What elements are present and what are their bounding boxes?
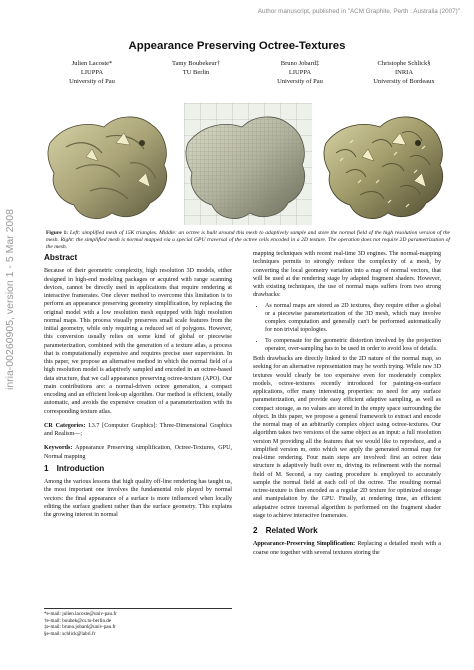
right-column bbox=[253, 250, 441, 557]
footnote: †e-mail: boubek@cs.tu-berlin.de bbox=[44, 617, 112, 624]
keywords bbox=[44, 444, 232, 461]
list-item: • To compensate for the geometric distortion involved by the projection operator, over-sampling has to be used in order to avoid loss of details. bbox=[265, 337, 441, 354]
figure-panel-normal-mapped bbox=[322, 103, 450, 225]
author-affiliation: University of Pau bbox=[277, 78, 323, 85]
list-item: • As normal maps are stored as 2D textures, they require either a global or a piecewise parameterization of the 3D mesh, which may involve complex computation and generally can't be performed automatically for non trivial topologies. bbox=[265, 302, 441, 335]
intro-continued-text: mapping techniques with recent real-time 3D engines. The normal-mapping techniques permits to strongly reduce the complexity of a mesh, by converting the local geometry variation into a map of normal vectors, that will be used at the rendering stage by adapted fragment shaders. However, with existing techniques, the use of normal maps suffers from two strong drawbacks: bbox=[253, 251, 441, 299]
left-column bbox=[44, 250, 232, 519]
author-name: Julien Lacoste* bbox=[71, 60, 113, 67]
abstract-text: Because of their geometric complexity, high resolution 3D models, either designed in high-end modeling packages or acquired with range scanning devices, cannot be directly used in applications that require rendering at interactive framerates. One clever method to overcome this limitation is to perform an appearance preserving geometry simplification, by replacing the original model with a low resolution mesh equipped with high resolution normal maps. This process visually preserves small scale features from the initial geometry, while only requiring a reduced set of polygons. However, this conversion usually relies on some kind of global or piecewise parameterization, combined with the generation of a texture atlas, a process that is computationally expensive and requires precise user supervision. In this paper, we propose an alternative method in which the normal field of a high resolution model is adaptively sampled and encoded in an octree-based data structure, that we call appearance preserving octree-texture (APO). Our main contributions are: a normal-driven octree generation, a compact encoding and an efficient look-up algorithm. Our method is efficient, totally automatic, and avoids the expensive creation of a parameterization with its corresponding texture atlas. bbox=[44, 268, 232, 415]
footnote: §e-mail: schlick@labri.fr bbox=[44, 630, 96, 637]
figure-panel-octree bbox=[184, 103, 312, 225]
figure-caption bbox=[46, 230, 450, 252]
introduction-text: Among the various lessons that high quality off-line rendering has taught us, the most important one involves the fundamental role played by normal vectors: the final appearance of a surface is more influenced when locally editing the surface gradient rather than the surface geometry. This explains the growing interest in normal bbox=[44, 479, 232, 518]
paragraph-label: Appearance-Preserving Simplification: bbox=[253, 541, 356, 548]
dragon-mesh-image bbox=[46, 103, 174, 225]
author-affiliation: University of Pau bbox=[69, 78, 115, 85]
footnote: ‡e-mail: bruno.jobard@univ-pau.fr bbox=[44, 624, 116, 631]
related-work-text bbox=[253, 540, 441, 557]
author-2 bbox=[150, 59, 242, 86]
section-title: Related Work bbox=[265, 526, 318, 535]
method-overview-text: Both drawbacks are directly linked to the 2D nature of the normal map, so seeking for an alternative representation may be worth trying. While raw 3D textures would clearly be too expensive even for moderately complex models, octree-textures recently introduced for painting-on-surface applications, offer many interesting properties: no need for any surface parameterization, and provide easy efficient adaptive sampling, as well as compact storage, as no values are stored in the empty space surrounding the object. In this paper, we propose a general framework to extract and encode the normal map of an arbitrarily complex object using octree-textures. Our algorithm takes two versions of the same object as an input: a full resolution version M providing all the features that we would like to reproduce, and a simplified version m, onto which we apply the generated normal map for real-time rendering. Four main steps are involved: first an octree data structure is adaptively built over m, driving its refinement with the normal field of M. Second, a ray casting procedure is employed to accurately sample the normal field at each cell of the octree. The resulting normal octree-texture is then encoded as a regular 2D texture for optimized storage and manipulation by the GPU. Finally, at rendering time, an efficient adaptative octree traversal algorithm is performed on the fragment shader stage to achieve interactive framerates. bbox=[253, 356, 441, 519]
author-name: Bruno Jobard‡ bbox=[280, 60, 320, 67]
octree-overlay-image bbox=[184, 103, 312, 225]
author-name: Tamy Boubekeur† bbox=[171, 60, 221, 67]
footnotes bbox=[44, 608, 232, 637]
author-affiliation: LIUPPA bbox=[80, 69, 104, 76]
author-affiliation: University of Bordeaux bbox=[373, 78, 435, 85]
abstract-heading: Abstract bbox=[44, 253, 78, 262]
cr-text: I.3.7 [Computer Graphics]: Three-Dimensional Graphics and Realism—; bbox=[44, 422, 232, 437]
publication-note: Author manuscript, published in "ACM Graphite, Perth : Australia (2007)" bbox=[257, 8, 460, 15]
keywords-text: Appearance Preserving simplification, Octree-Textures, GPU, Normal mapping bbox=[44, 445, 232, 460]
section-title: Introduction bbox=[56, 463, 105, 473]
author-affiliation: TU Berlin bbox=[182, 69, 210, 76]
figure-panel-simplified-mesh bbox=[46, 103, 174, 225]
author-4 bbox=[358, 59, 450, 86]
author-list bbox=[46, 59, 450, 86]
author-affiliation: INRIA bbox=[394, 69, 414, 76]
cr-label: CR Categories: bbox=[44, 422, 86, 429]
archive-stamp: inria-00260905, version 1 - 5 Mar 2008 bbox=[4, 209, 16, 390]
introduction-heading bbox=[44, 465, 232, 473]
footnote: *e-mail: julien.lacoste@univ-pau.fr bbox=[44, 611, 117, 617]
normal-mapped-image bbox=[322, 103, 450, 225]
author-1 bbox=[46, 59, 138, 86]
author-affiliation: LIUPPA bbox=[288, 69, 312, 76]
caption-text: Left: simplified mesh of 15K triangles. Middle: an octree is built around this mesh to adaptively sample and store the normal field of the high resolution version of the mesh. Right: the simplified mesh is normal mapped via a special GPU traversal of the octree cells encoded in a 2D texture. The operation does not require 2D parametrization of the mesh. bbox=[46, 230, 450, 251]
caption-label: Figure 1: bbox=[46, 230, 69, 236]
paper-title: Appearance Preserving Octree-Textures bbox=[128, 40, 346, 52]
section-number: 2 bbox=[253, 526, 258, 535]
related-work-heading bbox=[253, 527, 441, 535]
teaser-figure bbox=[46, 103, 450, 225]
author-name: Christophe Schlick§ bbox=[377, 60, 431, 67]
author-3 bbox=[254, 59, 346, 86]
drawback-list bbox=[253, 302, 441, 354]
paragraph-text: Replacing a detailed mesh with a coarse one together with several textures storing the bbox=[253, 541, 442, 556]
section-number: 1 bbox=[44, 463, 49, 473]
keywords-label: Keywords: bbox=[44, 445, 73, 452]
cr-categories bbox=[44, 422, 232, 439]
